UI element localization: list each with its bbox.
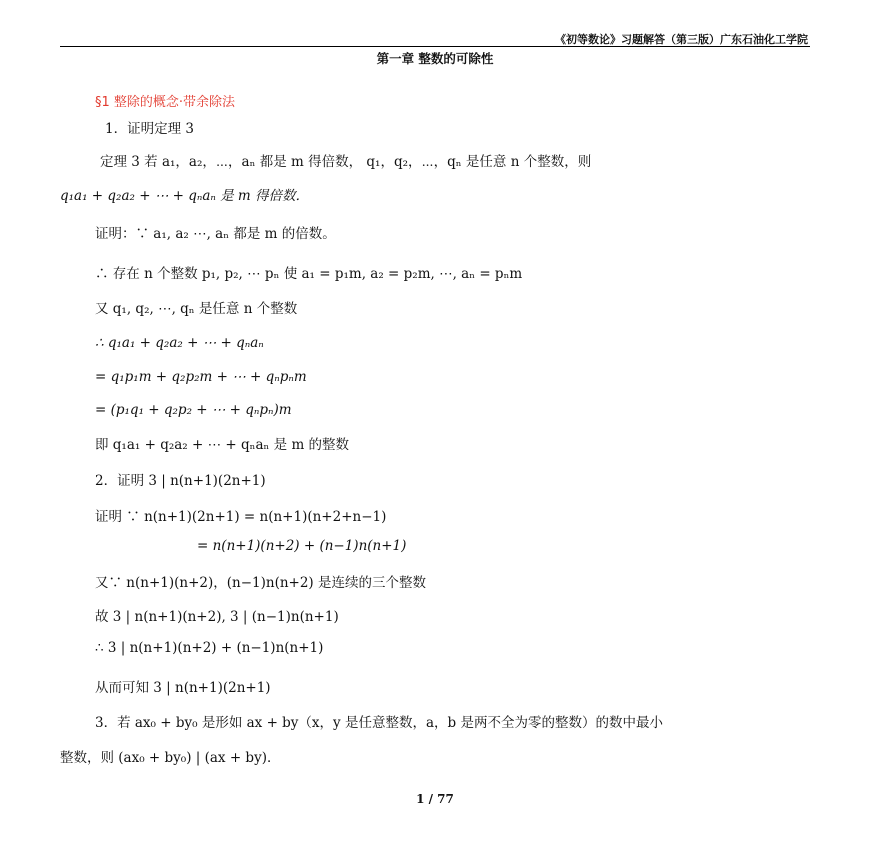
page-number: 1 / 77 [416, 792, 454, 806]
chapter-title: 第一章 整数的可除性 [376, 51, 494, 66]
problem-2-proof-line-2: = n(n+1)(n+2) + (n−1)n(n+1) [197, 538, 407, 554]
proof-line-4: ∴ q₁a₁ + q₂a₂ + ⋯ + qₙaₙ [95, 335, 264, 351]
problem-3-statement: 3．若 ax₀ + by₀ 是形如 ax + by（x，y 是任意整数，a，b 是两不全为零的整数）的数中最小 [95, 715, 663, 731]
theorem-3-continuation: q₁a₁ + q₂a₂ + ⋯ + qₙaₙ 是 m 得倍数． [60, 188, 310, 204]
problem-2-proof-line-4: 故 3 | n(n+1)(n+2), 3 | (n−1)n(n+1) [95, 609, 339, 625]
header-rule [60, 46, 810, 47]
theorem-3-statement: 定理 3 若 a₁，a₂，⋯，aₙ 都是 m 得倍数， q₁，q₂，⋯，qₙ 是任意 n 个整数，则 [100, 154, 592, 170]
section-title: §1 整除的概念·带余除法 [95, 95, 236, 110]
problem-2-proof-line-5: ∴ 3 | n(n+1)(n+2) + (n−1)n(n+1) [95, 640, 324, 656]
problem-3-continuation: 整数，则 (ax₀ + by₀) | (ax + by)． [60, 750, 281, 766]
problem-1-heading: 1．证明定理 3 [105, 121, 194, 137]
problem-2-proof-line-3: 又∵ n(n+1)(n+2)，(n−1)n(n+2) 是连续的三个整数 [95, 575, 426, 591]
proof-line-5: = q₁p₁m + q₂p₂m + ⋯ + qₙpₙm [95, 369, 307, 385]
problem-2-heading: 2．证明 3 | n(n+1)(2n+1) [95, 473, 266, 489]
proof-line-6: = (p₁q₁ + q₂p₂ + ⋯ + qₙpₙ)m [95, 402, 292, 418]
proof-line-1: 证明：∵ a₁, a₂ ⋯, aₙ 都是 m 的倍数。 [95, 226, 336, 242]
proof-conclusion: 即 q₁a₁ + q₂a₂ + ⋯ + qₙaₙ 是 m 的整数 [95, 437, 350, 453]
running-header: 《初等数论》习题解答（第三版）广东石油化工学院 [555, 33, 808, 46]
problem-2-conclusion: 从而可知 3 | n(n+1)(2n+1) [95, 680, 271, 696]
proof-line-2: ∴ 存在 n 个整数 p₁, p₂, ⋯ pₙ 使 a₁ = p₁m, a₂ = p₂m, ⋯, aₙ = pₙm [95, 266, 523, 282]
problem-2-proof-line-1: 证明 ∵ n(n+1)(2n+1) = n(n+1)(n+2+n−1) [95, 509, 387, 525]
proof-line-3: 又 q₁, q₂, ⋯, qₙ 是任意 n 个整数 [95, 301, 298, 317]
